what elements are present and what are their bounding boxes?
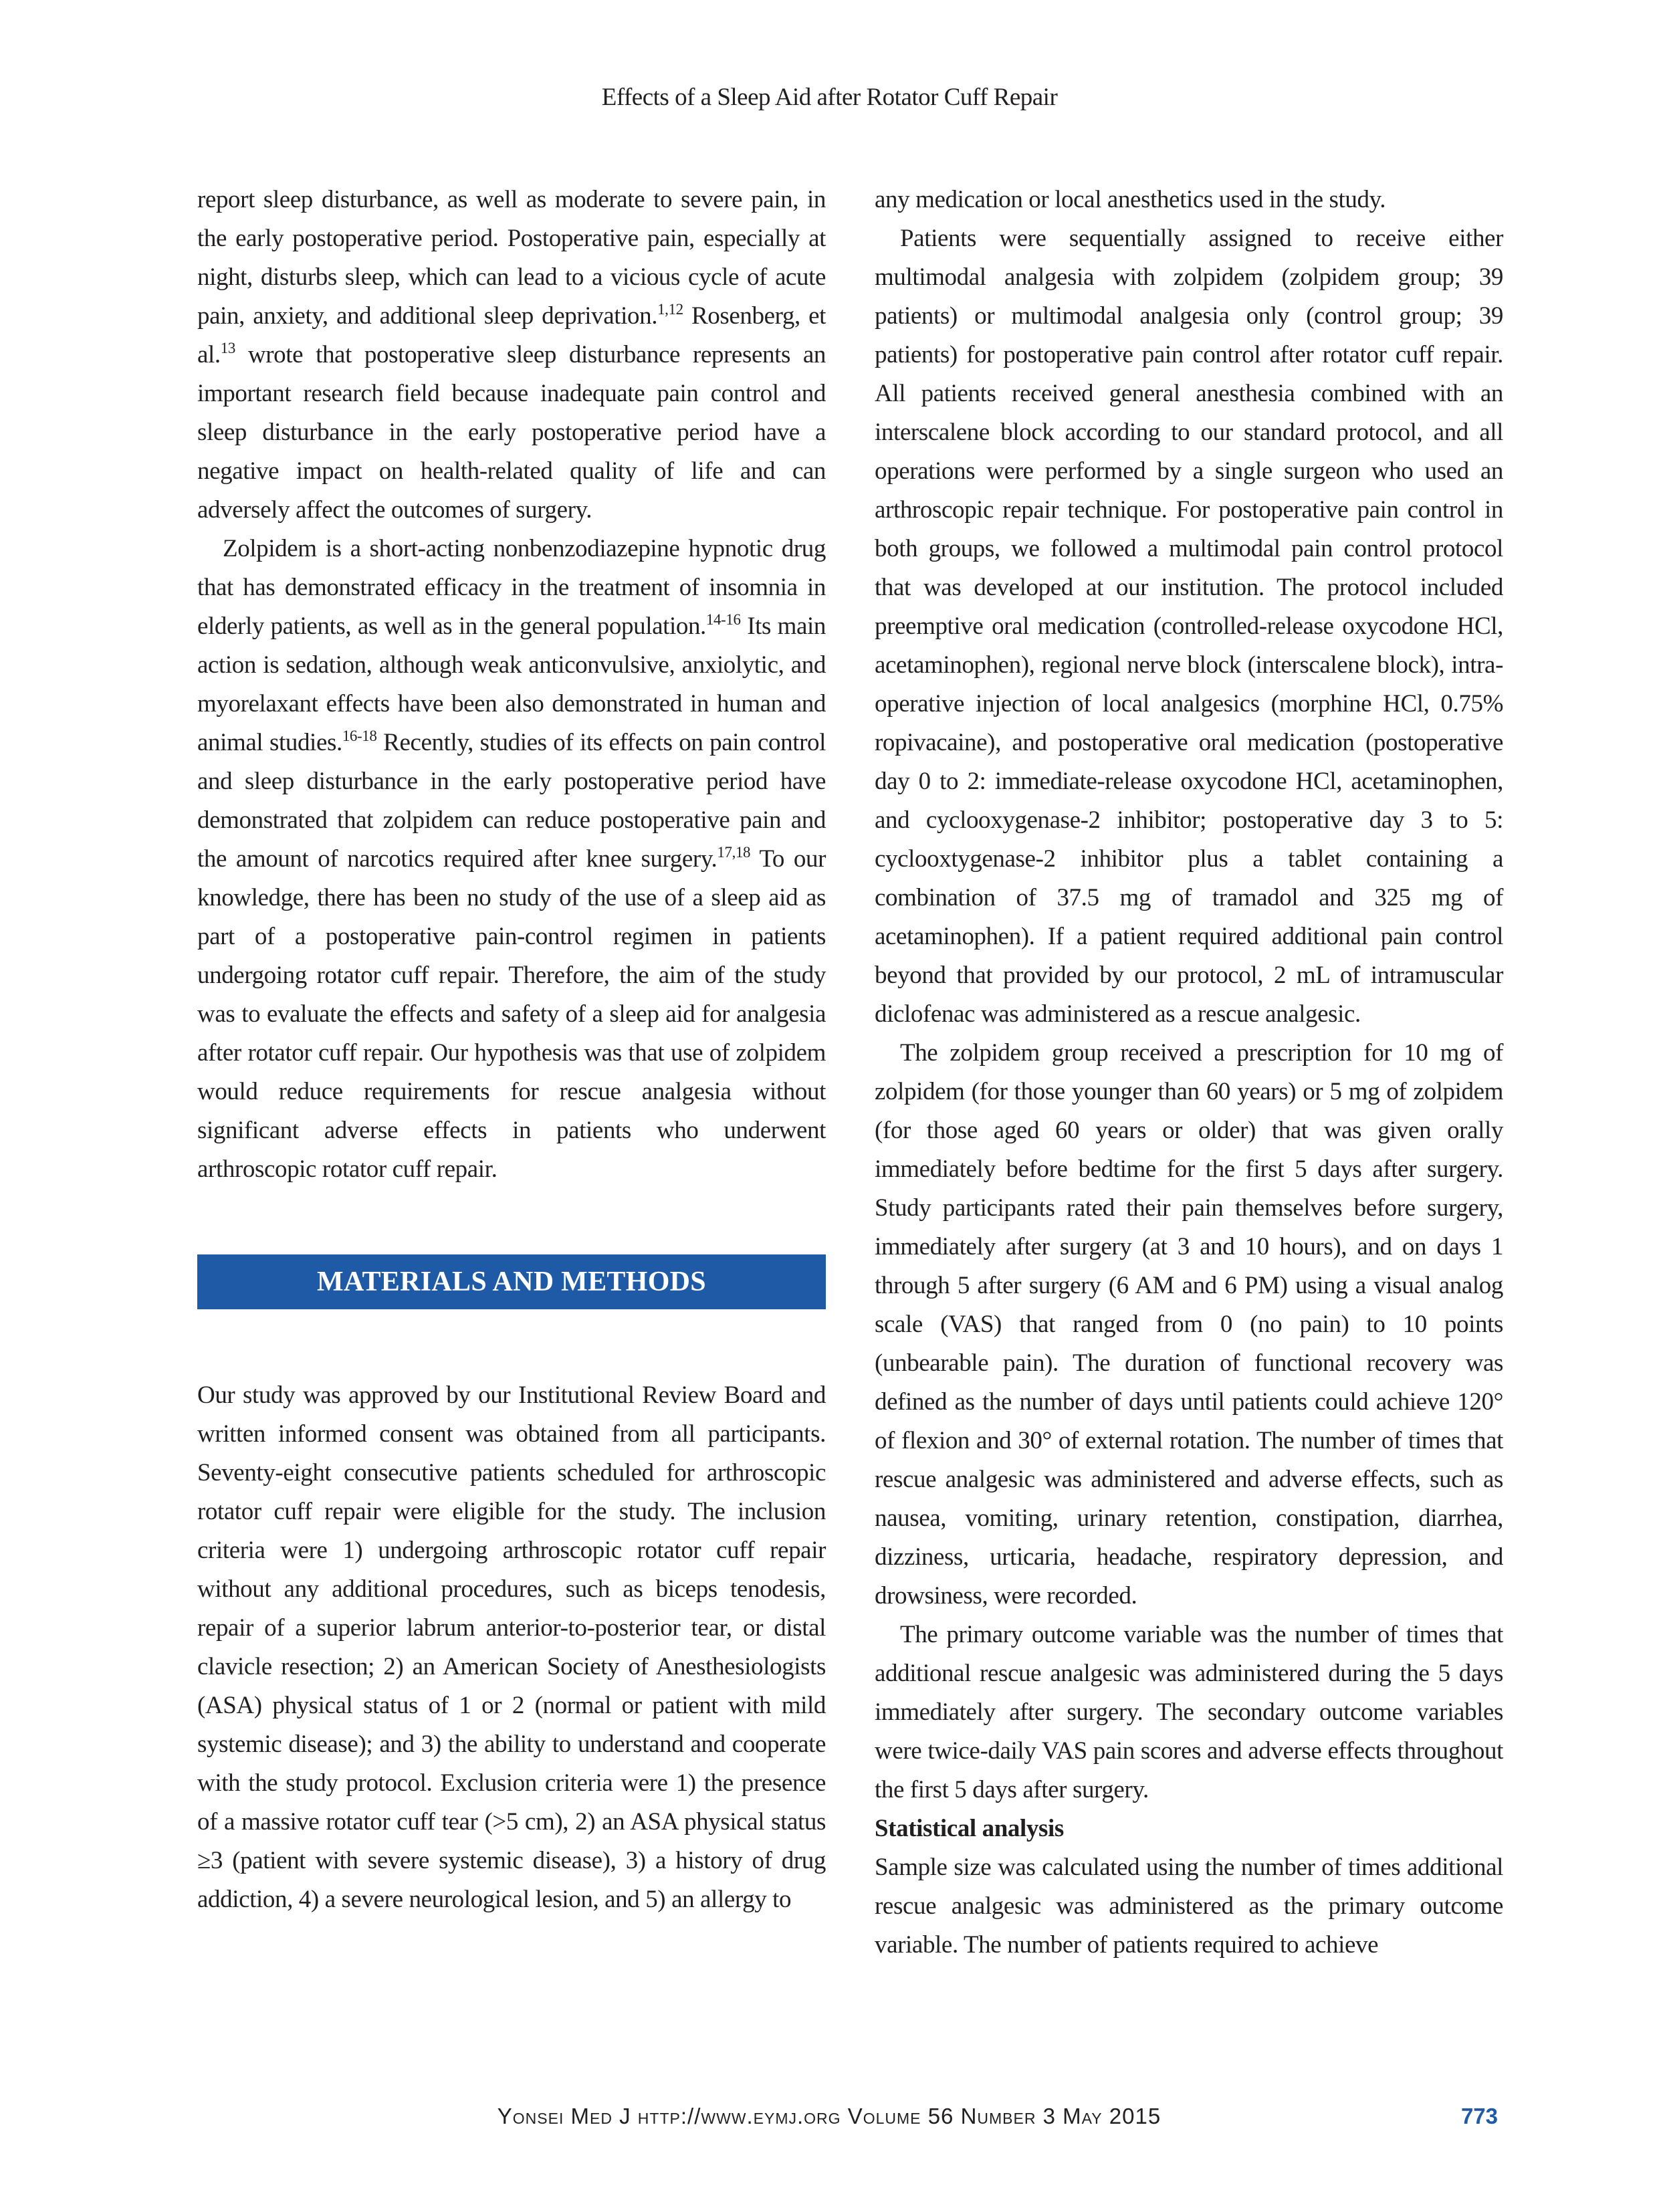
paragraph: report sleep disturbance, as well as moderate to severe pain, in the early postoperative period. Postoperative pain, especially at night, disturbs sleep, which can lead to a vicious cycle of acute pain, anxiety, and additional sleep deprivation.$^{1,12}$ Rosenberg, et al.$^{13}$ wrote that postoperative sleep disturbance represents an important research field because inadequate pain control and sleep disturbance in the early postoperative period have a negative impact on health-related quality of life and can adversely affect the outcomes of surgery. [197, 186, 826, 524]
left-column [197, 181, 826, 1919]
paragraph: The zolpidem group received a prescription for 10 mg of zolpidem (for those younger than 60 years) or 5 mg of zolpidem (for those aged 60 years or older) that was given orally immediately before bedtime for the first 5 days after surgery. Study participants rated their pain themselves before surgery, immediately after surgery (at 3 and 10 hours), and on days 1 through 5 after surgery (6 AM and 6 PM) using a visual analog scale (VAS) that ranged from 0 (no pain) to 10 points (unbearable pain). The duration of functional recovery was defined as the number of days until patients could achieve 120° of flexion and 30° of external rotation. The number of times that rescue analgesic was administered and adverse effects, such as nausea, vomiting, urinary retention, constipation, diarrhea, dizziness, urticaria, headache, respiratory depression, and drowsiness, were recorded. [875, 1039, 1503, 1610]
page-number: 773 [1460, 2104, 1498, 2128]
section-heading: MATERIALS AND METHODS [197, 1254, 826, 1309]
citation-ref: 14-16 [705, 611, 741, 628]
paragraph: The primary outcome variable was the number of times that additional rescue analgesic was administered during the 5 days immediately after surgery. The secondary outcome variables were twice-daily VAS pain scores and adverse effects throughout the first 5 days after surgery. [875, 1621, 1503, 1803]
citation-ref: 16-18 [342, 728, 377, 744]
paragraph: Zolpidem is a short-acting nonbenzodiazepine hypnotic drug that has demonstrated efficacy in the treatment of insomnia in elderly patients, as well as in the general population.$^{14-16}$ Its main action is sedation, although weak anticonvulsive, anxiolytic, and myorelaxant effects have been also demonstrated in human and animal studies.$^{16-18}$ Recently, studies of its effects on pain control and sleep disturbance in the early postoperative period have demonstrated that zolpidem can reduce postoperative pain and the amount of narcotics required after knee surgery.$^{17,18}$ To our knowledge, there has been no study of the use of a sleep aid as part of a postoperative pain-control regimen in patients undergoing rotator cuff repair. Therefore, the aim of the study was to evaluate the effects and safety of a sleep aid for analgesia after rotator cuff repair. Our hypothesis was that use of zolpidem would reduce requirements for rescue analgesia without significant adverse effects in patients who underwent arthroscopic rotator cuff repair. [197, 535, 826, 1183]
paragraph: Sample size was calculated using the number of times additional rescue analgesic was administered as the primary outcome variable. The number of patients required to achieve [875, 1854, 1503, 1959]
paragraph: Patients were sequentially assigned to receive either multimodal analgesia with zolpidem (zolpidem group; 39 patients) or multimodal analgesia only (control group; 39 patients) for postoperative pain control after rotator cuff repair. All patients received general anesthesia combined with an interscalene block according to our standard protocol, and all operations were performed by a single surgeon who used an arthroscopic repair technique. For postoperative pain control in both groups, we followed a multimodal pain control protocol that was developed at our institution. The protocol included preemptive oral medication (controlled-release oxycodone HCl, acetaminophen), regional nerve block (interscalene block), intra-operative injection of local analgesics (morphine HCl, 0.75% ropivacaine), and postoperative oral medication (postoperative day 0 to 2: immediate-release oxycodone HCl, acetaminophen, and cyclooxygenase-2 inhibitor; postoperative day 3 to 5: cyclooxtygenase-2 inhibitor plus a tablet containing a combination of 37.5 mg of tramadol and 325 mg of acetaminophen). If a patient required additional pain control beyond that provided by our protocol, 2 mL of intramuscular diclofenac was administered as a rescue analgesic. [875, 225, 1503, 1028]
paragraph: Our study was approved by our Institutional Review Board and written informed consent was obtained from all participants. Seventy-eight consecutive patients scheduled for arthroscopic rotator cuff repair were eligible for the study. The inclusion criteria were 1) undergoing arthroscopic rotator cuff repair without any additional procedures, such as biceps tenodesis, repair of a superior labrum anterior-to-posterior tear, or distal clavicle resection; 2) an American Society of Anesthesiologists (ASA) physical status of 1 or 2 (normal or patient with mild systemic disease); and 3) the ability to understand and cooperate with the study protocol. Exclusion criteria were 1) the presence of a massive rotator cuff tear (>5 cm), 2) an ASA physical status ≥3 (patient with severe systemic disease), 3) a history of drug addiction, 4) a severe neurological lesion, and 5) an allergy to [197, 1381, 826, 1913]
paragraph: any medication or local anesthetics used in the study. [875, 186, 1386, 213]
citation-ref: 1,12 [657, 301, 683, 318]
citation-ref: 13 [220, 340, 235, 356]
running-header: Effects of a Sleep Aid after Rotator Cuff Repair [601, 84, 1058, 111]
citation-ref: 17,18 [717, 844, 751, 861]
subsection-heading: Statistical analysis [875, 1815, 1064, 1842]
right-column [875, 181, 1503, 1965]
journal-footer: Yonsei Med J http://www.eymj.org Volume 56 Number 3 May 2015 [497, 2104, 1162, 2128]
